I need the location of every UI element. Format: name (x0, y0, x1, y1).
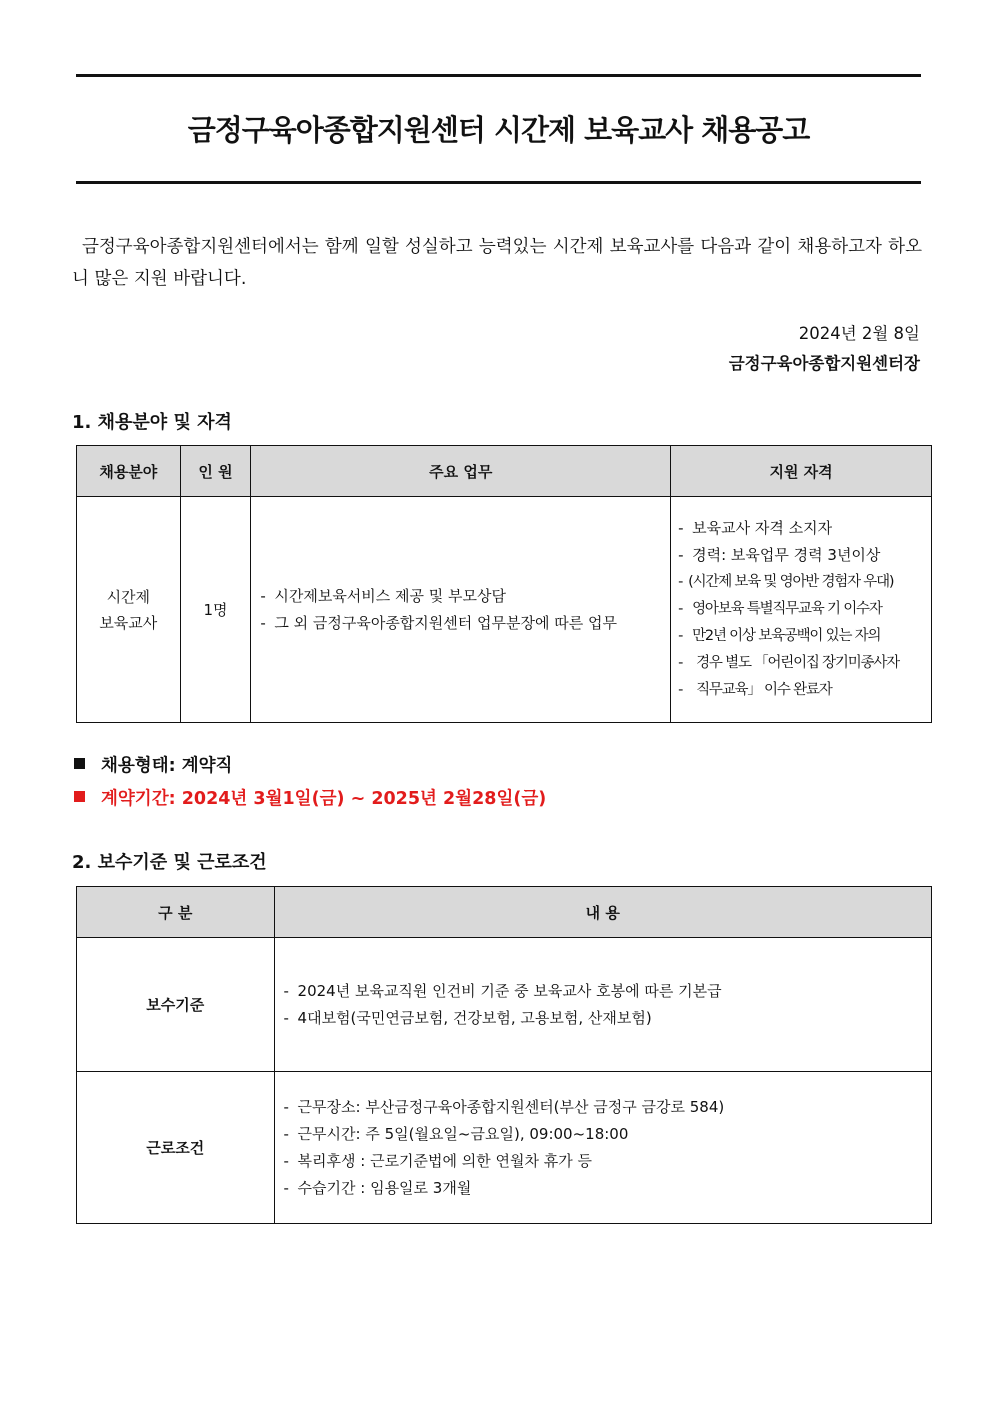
title-rule-top (76, 74, 921, 77)
duty-item: - 시간제보육서비스 제공 및 부모상담 (260, 583, 669, 610)
field-line-1: 시간제 (106, 587, 151, 606)
cell-field (77, 497, 181, 723)
qualification-item: - 만2년 이상 보육공백이 있는 자의 (678, 623, 930, 650)
qualification-item: - 영아보육 특별직무교육 기 이수자 (678, 596, 930, 623)
qualification-item: - 경력: 보육업무 경력 3년이상 (678, 542, 930, 569)
employment-type-text: 채용형태: 계약직 (101, 756, 233, 776)
notice-date: 2024년 2월 8일 (798, 324, 920, 343)
condition-item: - 2024년 보육교직원 인건비 기준 중 보육교사 호봉에 따른 기본급 (284, 978, 930, 1005)
header-category: 구 분 (77, 887, 275, 938)
intro-paragraph: 금정구육아종합지원센터에서는 함께 일할 성실하고 능력있는 시간제 보육교사를 다음과 같이 채용하고자 하오니 많은 지원 바랍니다. (72, 237, 922, 289)
condition-item: - 4대보험(국민연금보험, 건강보험, 고용보험, 산재보험) (284, 1005, 930, 1032)
header-qualifications: 지원 자격 (671, 446, 932, 497)
square-bullet-icon (74, 758, 85, 769)
notice-signer: 금정구육아종합지원센터장 (728, 354, 920, 373)
contract-period-text: 계약기간: 2024년 3월1일(금) ~ 2025년 2월28일(금) (101, 789, 547, 809)
condition-item: - 근무장소: 부산금정구육아종합지원센터(부산 금정구 금강로 584) (284, 1094, 930, 1121)
qualification-item-note: - (시간제 보육 및 영아반 경험자 우대) (678, 569, 930, 596)
employment-type-line (74, 752, 232, 777)
condition-item: - 근무시간: 주 5일(월요일~금요일), 09:00~18:00 (284, 1121, 930, 1148)
contract-period-line (74, 785, 546, 810)
table-row (77, 938, 932, 1072)
title-rule-bottom (76, 181, 921, 184)
cell-label: 근로조건 (77, 1072, 275, 1224)
cell-duties (251, 497, 671, 723)
table-row (77, 497, 932, 723)
cell-qualifications (671, 497, 932, 723)
header-duties: 주요 업무 (251, 446, 671, 497)
field-line-2: 보육교사 (99, 613, 158, 632)
table-row (77, 1072, 932, 1224)
cell-count: 1명 (180, 497, 251, 723)
conditions-table-header (77, 887, 932, 938)
section-1-heading: 1. 채용분야 및 자격 (72, 412, 232, 433)
cell-items (274, 938, 931, 1072)
duty-item: - 그 외 금정구육아종합지원센터 업무분장에 따른 업무 (260, 610, 669, 637)
qualification-item-cont: - 직무교육」 이수 완료자 (678, 677, 930, 704)
header-content: 내 용 (274, 887, 931, 938)
cell-items (274, 1072, 931, 1224)
condition-item: - 복리후생 : 근로기준법에 의한 연월차 휴가 등 (284, 1148, 930, 1175)
header-field: 채용분야 (77, 446, 181, 497)
qualification-item: - 보육교사 자격 소지자 (678, 515, 930, 542)
header-count: 인 원 (180, 446, 251, 497)
recruitment-table-header (77, 446, 932, 497)
condition-item: - 수습기간 : 임용일로 3개월 (284, 1175, 930, 1202)
cell-label: 보수기준 (77, 938, 275, 1072)
page-title: 금정구육아종합지원센터 시간제 보육교사 채용공고 (187, 113, 810, 147)
qualification-item-cont: - 경우 별도 「어린이집 장기미종사자 (678, 650, 930, 677)
conditions-table (76, 886, 932, 1224)
square-bullet-icon (74, 791, 85, 802)
recruitment-table (76, 445, 932, 723)
section-2-heading: 2. 보수기준 및 근로조건 (72, 852, 267, 873)
